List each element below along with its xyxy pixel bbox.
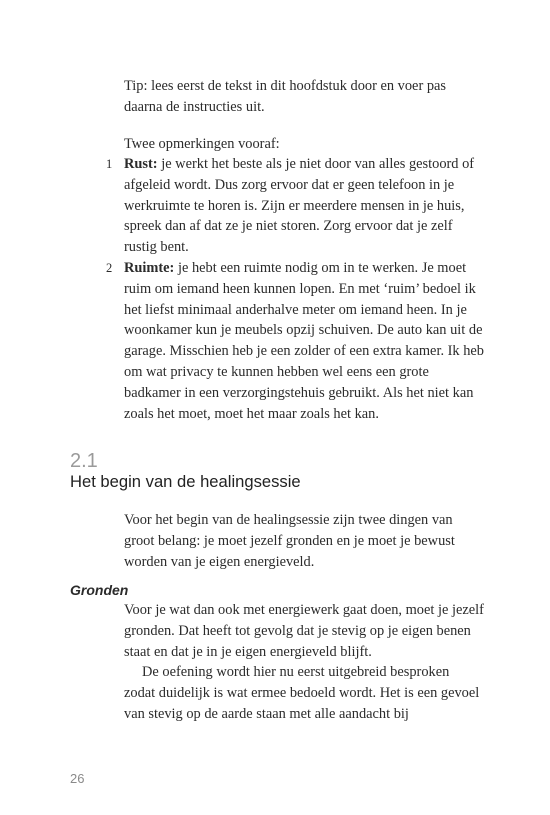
tip-paragraph: Tip: lees eerst de tekst in dit hoofdstuk door en voer pas daarna de instructies uit. bbox=[124, 78, 447, 115]
list-term: Ruimte: bbox=[124, 259, 175, 276]
gronden-paragraph-1: Voor je wat dan ook met energiewerk gaat doen, moet je jezelf gronden. Dat heeft tot gevolg dat je stevig op je eigen benen staat en dat je in je eigen energieveld blijft. bbox=[124, 602, 484, 660]
list-body: je werkt het beste als je niet door van alles gestoord of afgeleid wordt. Dus zorg ervoor dat er geen telefoon in je werkruimte te horen is. Zijn er meerdere mensen in je huis, spreek dan af dat ze je niet storen. Zorg ervoor dat je zelf rustig bent. bbox=[124, 156, 475, 256]
list-item-rust bbox=[106, 154, 484, 258]
remarks-intro: Twee opmerkingen vooraf: bbox=[124, 136, 280, 152]
section-intro: Voor het begin van de healingsessie zijn twee dingen van groot belang: je moet jezelf gronden en je moet je bewust worden van je eigen energieveld. bbox=[124, 512, 455, 570]
list-number: 1 bbox=[106, 157, 113, 171]
section-number: 2.1 bbox=[70, 450, 98, 472]
list-item-ruimte bbox=[106, 258, 485, 424]
list-item-text bbox=[124, 258, 484, 424]
subheading-gronden: Gronden bbox=[70, 582, 129, 598]
list-item-text bbox=[124, 154, 484, 258]
list-number: 2 bbox=[106, 260, 113, 275]
list-body: je hebt een ruimte nodig om in te werken. Je moet ruim om iemand heen kunnen lopen. En met ‘ruim’ bedoel ik het liefst minimaal anderhalve meter om iemand heen. In je woonkamer kun je meubels opzij schuiven. De auto kan uit de garage. Misschien heb je een zolder of een extra kamer. Ik heb om wat privacy te kunnen hebben wel eens een grote badkamer in een verzorgingstehuis gebruikt. Als het niet kan zoals het moet, moet het maar zoals het kan. bbox=[124, 259, 485, 422]
gronden-paragraph-2: De oefening wordt hier nu eerst uitgebreid besproken zodat duidelijk is wat ermee bedoeld wordt. Het is een gevoel van stevig op de aarde staan met alle aandacht bij bbox=[124, 664, 480, 722]
section-title: Het begin van de healingsessie bbox=[70, 472, 301, 491]
remarks-list bbox=[106, 154, 485, 424]
list-term: Rust: bbox=[124, 156, 158, 172]
gronden-body bbox=[124, 600, 484, 725]
page-number: 26 bbox=[70, 771, 85, 786]
